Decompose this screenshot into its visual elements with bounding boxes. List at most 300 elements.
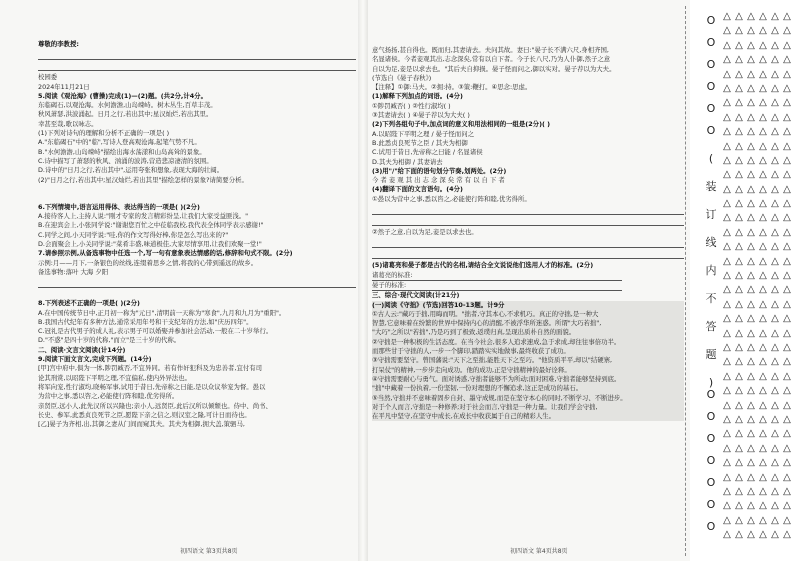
triangle-mark: △ bbox=[747, 54, 755, 66]
triangle-mark: △ bbox=[735, 126, 743, 138]
triangle-mark: △ bbox=[723, 11, 731, 22]
triangle-mark: △ bbox=[771, 126, 779, 138]
blank-space bbox=[38, 185, 356, 194]
binding-instruction-text bbox=[703, 150, 719, 402]
triangle-mark: △ bbox=[783, 327, 791, 339]
question-heading: (1)解释下列加点的词语。(4分) bbox=[372, 92, 463, 101]
triangle-mark: △ bbox=[747, 485, 755, 497]
triangle-mark: △ bbox=[735, 270, 743, 282]
triangle-mark: △ bbox=[747, 82, 755, 94]
question-heading: 7.请参照示例,从备选事物中任选一个,写一句有意象表达情感的话,修辞和句式不限。(2分) bbox=[38, 249, 293, 258]
triangle-mark: △ bbox=[783, 25, 791, 37]
text-line: ①愚以为营中之事,悉以咨之,必能使行阵和睦,优劣得所。 bbox=[372, 194, 531, 203]
triangle-mark: △ bbox=[735, 413, 743, 425]
triangle-mark: △ bbox=[771, 198, 779, 210]
triangle-mark: △ bbox=[771, 284, 779, 296]
triangle-mark: △ bbox=[759, 183, 767, 195]
triangle-mark: △ bbox=[771, 54, 779, 66]
triangle-mark: △ bbox=[735, 385, 743, 397]
binding-circle-mark: O bbox=[706, 520, 716, 533]
triangle-mark: △ bbox=[759, 298, 767, 310]
text-line: C.同学之间,小天同学说:"哇,你的作文写得好棒,你是怎么写出来的?" bbox=[38, 230, 229, 239]
text-line: B.此悉贞良死节之臣 / 其夫为相御 bbox=[372, 138, 468, 147]
answer-line bbox=[38, 51, 356, 60]
text-line: 秋风萧瑟,洪波涌起。日月之行,若出其中;星汉灿烂,若出其里。 bbox=[38, 110, 213, 119]
triangle-mark: △ bbox=[723, 529, 731, 541]
triangle-mark: △ bbox=[759, 313, 767, 325]
text-line: 长史、参军,此悉贞良死节之臣,愿陛下亲之信之,则汉室之隆,可计日而待也。 bbox=[38, 410, 251, 419]
text-line: 诸葛亮的标准: bbox=[372, 271, 622, 281]
text-line: 东临碣石,以观沧海。水何澹澹,山岛竦峙。树木丛生,百草丰茂。 bbox=[38, 101, 217, 110]
triangle-mark: △ bbox=[735, 97, 743, 109]
triangle-mark: △ bbox=[747, 154, 755, 166]
text-line: (1)下列对诗句的理解和分析不正确的一项是( ) bbox=[38, 129, 170, 138]
binding-circle-mark: O bbox=[706, 432, 716, 445]
question-heading: 尊敬的李教授: bbox=[38, 40, 79, 48]
triangle-mark: △ bbox=[771, 442, 779, 454]
triangle-mark: △ bbox=[747, 126, 755, 138]
text-line: A.在中国传统节日中,正月初一称为"元日",清明前一天称为"寒食",九月和九月为"重阳"。 bbox=[38, 308, 286, 317]
triangle-mark: △ bbox=[783, 241, 791, 253]
text-line: B.我国古代纪年有多种方法,通常采用年号和干支纪年的方法,如"庆历四年"。 bbox=[38, 317, 253, 326]
triangle-mark: △ bbox=[723, 327, 731, 339]
triangle-mark: △ bbox=[723, 413, 731, 425]
question-heading: 9.阅读下面文言文,完成下列题。(14分) bbox=[38, 355, 152, 364]
question-heading: 5.阅读《观沧海》(曹操)完成(1)—(2)题。(共2分,计4分。 bbox=[38, 91, 207, 100]
text-line: 打呆仗"的精神,一步步走向成功。他的成功,正是守拙精神的最好诠释。 bbox=[372, 366, 684, 375]
triangle-mark: △ bbox=[771, 428, 779, 440]
triangle-mark: △ bbox=[759, 111, 767, 123]
triangle-mark: △ bbox=[783, 126, 791, 138]
triangle-mark: △ bbox=[747, 284, 755, 296]
triangle-mark: △ bbox=[759, 471, 767, 483]
triangle-mark: △ bbox=[771, 485, 779, 497]
binding-triangle-column bbox=[782, 10, 792, 542]
text-line: 示例:月——月下,一条银色的丝线,连缀着思乡之情,将我的心带到遥远的故乡。 bbox=[38, 258, 258, 267]
answer-line bbox=[372, 239, 684, 248]
text-line: 在平凡中坚守,在坚守中成长,在成长中收获属于自己的精彩人生。 bbox=[372, 412, 684, 421]
triangle-mark: △ bbox=[723, 514, 731, 526]
triangle-mark: △ bbox=[783, 529, 791, 541]
triangle-mark: △ bbox=[747, 529, 755, 541]
triangle-mark: △ bbox=[783, 341, 791, 353]
triangle-mark: △ bbox=[771, 212, 779, 224]
triangle-mark: △ bbox=[783, 198, 791, 210]
text-line: 为营中之事,悉以咨之,必能使行阵和睦,优劣得所。 bbox=[38, 392, 179, 401]
binding-triangle-column bbox=[722, 10, 732, 542]
text-line: 论其刑赏,以昭陛下平明之理,不宜偏私,使内外异法也。 bbox=[38, 373, 192, 382]
triangle-mark: △ bbox=[783, 298, 791, 310]
triangle-mark: △ bbox=[771, 529, 779, 541]
left-exam-page bbox=[38, 40, 356, 550]
triangle-mark: △ bbox=[759, 370, 767, 382]
text-line: A.接待客人上,主持人说:"刚才专家的发言精彩纷呈,让我们大家受益匪浅。" bbox=[38, 212, 249, 221]
triangle-mark: △ bbox=[735, 255, 743, 267]
triangle-mark: △ bbox=[747, 514, 755, 526]
answer-line bbox=[372, 250, 684, 259]
answer-line bbox=[372, 206, 684, 215]
triangle-mark: △ bbox=[783, 485, 791, 497]
text-line: 晏子的标准: bbox=[372, 281, 622, 291]
paper-fold-crease bbox=[358, 0, 368, 561]
question-heading: (4)翻译下面的文言语句。(4分) bbox=[372, 185, 463, 194]
text-line: [乙]晏子为齐相,出,其御之妻从门间而窥其夫。其夫为相御,拥大盖,策驷马, bbox=[38, 420, 245, 429]
text-line: ⑤当然,守拙并不意味着固步自封、墨守成规,而是在坚守本心的同时,不断学习、不断进步。 bbox=[372, 394, 684, 403]
triangle-mark: △ bbox=[735, 313, 743, 325]
triangle-mark: △ bbox=[735, 529, 743, 541]
triangle-mark: △ bbox=[759, 39, 767, 51]
binding-triangle-column bbox=[746, 10, 756, 542]
triangle-mark: △ bbox=[759, 284, 767, 296]
triangle-mark: △ bbox=[723, 284, 731, 296]
triangle-mark: △ bbox=[759, 54, 767, 66]
triangle-mark: △ bbox=[771, 140, 779, 152]
triangle-mark: △ bbox=[735, 82, 743, 94]
question-heading: 三、综合·现代文阅读(计21分) bbox=[372, 291, 460, 300]
triangle-mark: △ bbox=[723, 255, 731, 267]
triangle-mark: △ bbox=[759, 529, 767, 541]
text-line: C.冠礼是古代男子的成人礼,表示男子可以婚娶并参加社会活动,一般在二十岁举行。 bbox=[38, 327, 273, 336]
triangle-mark: △ bbox=[771, 68, 779, 80]
triangle-mark: △ bbox=[735, 370, 743, 382]
triangle-mark: △ bbox=[759, 385, 767, 397]
triangle-mark: △ bbox=[759, 255, 767, 267]
triangle-mark: △ bbox=[735, 471, 743, 483]
binding-instruction-char: 答 bbox=[705, 320, 717, 333]
blank-space bbox=[38, 290, 356, 299]
triangle-mark: △ bbox=[771, 97, 779, 109]
question-heading: 二、阅读·文言文阅读(计14分) bbox=[38, 345, 126, 354]
binding-circle-mark: O bbox=[706, 124, 716, 137]
binding-triangle-column bbox=[734, 10, 744, 542]
triangle-mark: △ bbox=[723, 198, 731, 210]
triangle-mark: △ bbox=[783, 471, 791, 483]
left-page-footer: 初四语文 第3页共8页 bbox=[180, 548, 238, 555]
triangle-mark: △ bbox=[723, 313, 731, 325]
text-line: 亲贤臣,远小人,此先汉所以兴隆也;亲小人,远贤臣,此后汉所以倾颓也。侍中、尚书、 bbox=[38, 401, 272, 410]
triangle-mark: △ bbox=[735, 68, 743, 80]
triangle-mark: △ bbox=[759, 270, 767, 282]
text-line: ④守拙需要耐心与勇气。面对诱惑,守拙者能够不为所动;面对困难,守拙者能够坚持到底。 bbox=[372, 375, 684, 384]
text-line: (节选自《晏子春秋》) bbox=[372, 73, 432, 82]
binding-instruction-char: 线 bbox=[705, 236, 717, 249]
triangle-mark: △ bbox=[735, 198, 743, 210]
text-line: D.其夫为相御 / 其妻请去 bbox=[372, 157, 443, 166]
text-line: 将军向宠,性行淑均,晓畅军事,试用于昔日,先帝称之曰能,是以众议举宠为督。愚以 bbox=[38, 382, 266, 391]
triangle-mark: △ bbox=[783, 226, 791, 238]
binding-circle-mark: O bbox=[706, 36, 716, 49]
text-line: D.诗中的"日月之行,若出其中",运用夸张和想象,表现大海的壮阔。 bbox=[38, 166, 224, 175]
triangle-mark: △ bbox=[747, 385, 755, 397]
text-line: C.试用于昔日,先帝称之曰能 / 名显诸侯 bbox=[372, 148, 483, 157]
triangle-mark: △ bbox=[759, 126, 767, 138]
question-heading: 8.下列表述不正确的一项是( )(2分) bbox=[38, 299, 140, 308]
text-line: 而那些甘于守拙的人,一步一个脚印,踏踏实实地做事,最终收获了成功。 bbox=[372, 347, 684, 356]
triangle-mark: △ bbox=[747, 270, 755, 282]
triangle-mark: △ bbox=[771, 270, 779, 282]
text-line: B."水何澹澹,山岛竦峙"描绘出海水荡漾和山岛高耸的景象。 bbox=[38, 147, 206, 156]
triangle-mark: △ bbox=[759, 356, 767, 368]
triangle-mark: △ bbox=[771, 385, 779, 397]
text-line: 幸甚至哉,歌以咏志。 bbox=[38, 119, 98, 128]
binding-circle-mark: O bbox=[706, 58, 716, 71]
triangle-mark: △ bbox=[747, 68, 755, 80]
triangle-mark: △ bbox=[759, 457, 767, 469]
triangle-mark: △ bbox=[735, 284, 743, 296]
binding-circle-mark: O bbox=[706, 14, 716, 27]
triangle-mark: △ bbox=[723, 140, 731, 152]
triangle-mark: △ bbox=[759, 241, 767, 253]
triangle-mark: △ bbox=[723, 97, 731, 109]
text-line: 今 者 妾 观 其 出 志 念 深 矣 常 有 以 自 下 者 bbox=[372, 176, 505, 185]
triangle-mark: △ bbox=[771, 370, 779, 382]
triangle-mark: △ bbox=[723, 457, 731, 469]
triangle-mark: △ bbox=[771, 154, 779, 166]
triangle-mark: △ bbox=[747, 428, 755, 440]
triangle-mark: △ bbox=[723, 212, 731, 224]
binding-circle-mark: O bbox=[706, 388, 716, 401]
triangle-mark: △ bbox=[735, 11, 743, 22]
triangle-mark: △ bbox=[771, 39, 779, 51]
text-line: ②然子之意,自以为足,妾是以求去也。 bbox=[372, 228, 478, 237]
text-line: 校园委 bbox=[38, 73, 58, 82]
triangle-mark: △ bbox=[771, 226, 779, 238]
triangle-mark: △ bbox=[783, 385, 791, 397]
triangle-mark: △ bbox=[735, 226, 743, 238]
text-line: ①古人云:"藏巧于拙,用晦而明。"拙者,守其本心,不求机巧。真正的守拙,是一种大 bbox=[372, 310, 684, 319]
triangle-mark: △ bbox=[723, 298, 731, 310]
text-line: A."东临碣石"中的"临",写诗人登高观沧海,起笔气势不凡。 bbox=[38, 138, 201, 147]
triangle-mark: △ bbox=[783, 284, 791, 296]
triangle-mark: △ bbox=[747, 327, 755, 339]
binding-instruction-char: 装 bbox=[705, 180, 717, 193]
binding-circle-mark: O bbox=[706, 410, 716, 423]
triangle-mark: △ bbox=[771, 327, 779, 339]
triangle-mark: △ bbox=[723, 471, 731, 483]
answer-line bbox=[38, 279, 356, 288]
triangle-mark: △ bbox=[723, 428, 731, 440]
right-exam-page bbox=[372, 46, 684, 556]
triangle-mark: △ bbox=[759, 485, 767, 497]
triangle-mark: △ bbox=[735, 154, 743, 166]
triangle-mark: △ bbox=[735, 341, 743, 353]
triangle-mark: △ bbox=[759, 226, 767, 238]
text-line: 自以为足,妾是以求去也。"其后夫自抑损。晏子怪而问之,御以实对。晏子荐以为大夫。 bbox=[372, 64, 616, 73]
triangle-mark: △ bbox=[735, 298, 743, 310]
triangle-mark: △ bbox=[723, 169, 731, 181]
triangle-mark: △ bbox=[783, 399, 791, 411]
triangle-mark: △ bbox=[759, 442, 767, 454]
triangle-mark: △ bbox=[771, 169, 779, 181]
binding-circle-mark: O bbox=[706, 454, 716, 467]
triangle-mark: △ bbox=[747, 457, 755, 469]
binding-instruction-char: 不 bbox=[705, 292, 717, 305]
triangle-mark: △ bbox=[783, 97, 791, 109]
triangle-mark: △ bbox=[759, 514, 767, 526]
binding-instruction-char: 订 bbox=[705, 208, 717, 221]
triangle-mark: △ bbox=[759, 327, 767, 339]
triangle-mark: △ bbox=[735, 140, 743, 152]
triangle-mark: △ bbox=[783, 54, 791, 66]
triangle-mark: △ bbox=[759, 413, 767, 425]
text-line: ②守拙是一种积极的生活态度。在当今社会,很多人追求速成,急于求成,却往往事倍功半。 bbox=[372, 338, 684, 347]
triangle-mark: △ bbox=[747, 11, 755, 22]
triangle-mark: △ bbox=[783, 140, 791, 152]
binding-circle-mark: O bbox=[706, 80, 716, 93]
triangle-mark: △ bbox=[759, 97, 767, 109]
binding-circle-mark: O bbox=[706, 476, 716, 489]
triangle-mark: △ bbox=[747, 356, 755, 368]
blank-space bbox=[38, 194, 356, 203]
triangle-mark: △ bbox=[783, 356, 791, 368]
triangle-mark: △ bbox=[783, 428, 791, 440]
binding-instruction-char: ( bbox=[708, 152, 714, 165]
triangle-mark: △ bbox=[735, 111, 743, 123]
text-line: ③守拙需要坚守。曾国藩说:"天下之至拙,能胜天下之至巧。"他资质平平,却以"结硬寨, bbox=[372, 356, 684, 365]
triangle-mark: △ bbox=[735, 514, 743, 526]
binding-triangle-column bbox=[770, 10, 780, 542]
triangle-mark: △ bbox=[735, 485, 743, 497]
triangle-mark: △ bbox=[783, 11, 791, 22]
triangle-mark: △ bbox=[783, 169, 791, 181]
binding-circle-mark: O bbox=[706, 102, 716, 115]
triangle-mark: △ bbox=[783, 270, 791, 282]
question-heading: (5)诸葛亮和晏子都是古代的名相,请结合全文说说他们选用人才的标准。(2分) bbox=[372, 261, 594, 270]
binding-circle-mark: O bbox=[706, 498, 716, 511]
triangle-mark: △ bbox=[759, 169, 767, 181]
triangle-mark: △ bbox=[783, 68, 791, 80]
binding-instruction-char: 内 bbox=[705, 264, 717, 277]
triangle-mark: △ bbox=[723, 25, 731, 37]
triangle-mark: △ bbox=[723, 270, 731, 282]
triangle-mark: △ bbox=[771, 356, 779, 368]
triangle-mark: △ bbox=[723, 126, 731, 138]
triangle-mark: △ bbox=[723, 485, 731, 497]
triangle-mark: △ bbox=[771, 514, 779, 526]
triangle-mark: △ bbox=[747, 140, 755, 152]
triangle-mark: △ bbox=[759, 68, 767, 80]
text-line: C.诗中描写了萧瑟的秋风、汹涌的波涛,营造悲凉凄清的氛围。 bbox=[38, 156, 213, 165]
triangle-mark: △ bbox=[747, 183, 755, 195]
triangle-mark: △ bbox=[723, 341, 731, 353]
triangle-mark: △ bbox=[771, 183, 779, 195]
triangle-mark: △ bbox=[747, 313, 755, 325]
triangle-mark: △ bbox=[747, 39, 755, 51]
triangle-mark: △ bbox=[759, 11, 767, 22]
triangle-mark: △ bbox=[735, 457, 743, 469]
triangle-mark: △ bbox=[783, 154, 791, 166]
triangle-mark: △ bbox=[759, 154, 767, 166]
triangle-mark: △ bbox=[783, 313, 791, 325]
triangle-mark: △ bbox=[771, 111, 779, 123]
text-line: B.在迎宾会上,小张同学说:"谢谢您百忙之中莅临我校,我代表全体同学表示感谢!" bbox=[38, 221, 264, 230]
answer-line bbox=[38, 62, 356, 71]
triangle-mark: △ bbox=[747, 241, 755, 253]
triangle-mark: △ bbox=[747, 370, 755, 382]
triangle-mark: △ bbox=[723, 356, 731, 368]
triangle-mark: △ bbox=[735, 327, 743, 339]
triangle-mark: △ bbox=[723, 183, 731, 195]
binding-instruction-char: ) bbox=[708, 376, 714, 389]
triangle-mark: △ bbox=[747, 341, 755, 353]
triangle-mark: △ bbox=[723, 154, 731, 166]
text-line: ③其妻请去( ) ④晏子荐以为大夫( ) bbox=[372, 111, 470, 120]
triangle-mark: △ bbox=[759, 428, 767, 440]
triangle-mark: △ bbox=[759, 399, 767, 411]
triangle-mark: △ bbox=[735, 212, 743, 224]
triangle-mark: △ bbox=[783, 82, 791, 94]
triangle-mark: △ bbox=[723, 54, 731, 66]
triangle-mark: △ bbox=[735, 25, 743, 37]
triangle-mark: △ bbox=[771, 298, 779, 310]
triangle-mark: △ bbox=[771, 341, 779, 353]
triangle-mark: △ bbox=[735, 356, 743, 368]
triangle-mark: △ bbox=[771, 399, 779, 411]
triangle-mark: △ bbox=[735, 183, 743, 195]
triangle-mark: △ bbox=[771, 255, 779, 267]
text-line: (2)"日月之行,若出其中;星汉灿烂,若出其里"描绘怎样的景象?请简要分析。 bbox=[38, 175, 248, 184]
question-heading: (3)用"/"给下面的语句划分节奏,划两处。(2分) bbox=[372, 166, 507, 175]
text-line: 名显诸侯。今者妾观其出,志念深矣,常有以自下者。今子长八尺,乃为人仆御,然子之意 bbox=[372, 55, 611, 64]
triangle-mark: △ bbox=[747, 198, 755, 210]
text-line: "拙"中藏着一份执着,一份坚韧,一份对理想的不懈追求,这正是成功的基石。 bbox=[372, 384, 684, 393]
triangle-mark: △ bbox=[783, 111, 791, 123]
triangle-mark: △ bbox=[723, 82, 731, 94]
triangle-mark: △ bbox=[771, 471, 779, 483]
triangle-mark: △ bbox=[759, 500, 767, 512]
question-heading: (一)阅读《守拙》(节选)回答10-13题。计9分 bbox=[372, 301, 684, 310]
text-line: 备选事物:落叶 大海 夕阳 bbox=[38, 267, 109, 276]
triangle-mark: △ bbox=[747, 25, 755, 37]
text-line: "大巧"之所以"若拙",乃是巧到了极致,返璞归真,呈现出质朴自然的面貌。 bbox=[372, 328, 684, 337]
triangle-mark: △ bbox=[723, 39, 731, 51]
text-line: 对于个人而言,守拙是一种修养;对于社会而言,守拙是一种力量。让我们学会守拙, bbox=[372, 403, 684, 412]
triangle-mark: △ bbox=[747, 255, 755, 267]
triangle-mark: △ bbox=[783, 39, 791, 51]
triangle-mark: △ bbox=[759, 341, 767, 353]
triangle-mark: △ bbox=[759, 82, 767, 94]
triangle-mark: △ bbox=[723, 68, 731, 80]
triangle-mark: △ bbox=[723, 399, 731, 411]
triangle-mark: △ bbox=[735, 442, 743, 454]
triangle-mark: △ bbox=[723, 226, 731, 238]
triangle-mark: △ bbox=[747, 97, 755, 109]
triangle-mark: △ bbox=[771, 11, 779, 22]
triangle-mark: △ bbox=[723, 111, 731, 123]
text-line: 智慧,它意味着在纷繁的世界中保持内心的清醒,不被浮华所迷惑。所谓"大巧若拙", bbox=[372, 319, 684, 328]
triangle-mark: △ bbox=[735, 39, 743, 51]
triangle-mark: △ bbox=[771, 500, 779, 512]
triangle-mark: △ bbox=[747, 399, 755, 411]
triangle-mark: △ bbox=[735, 169, 743, 181]
triangle-mark: △ bbox=[771, 313, 779, 325]
binding-instruction-char: 题 bbox=[705, 348, 717, 361]
triangle-mark: △ bbox=[771, 413, 779, 425]
triangle-mark: △ bbox=[759, 212, 767, 224]
text-line: A.以昭陛下平明之理 / 晏子怪而问之 bbox=[372, 129, 474, 138]
triangle-mark: △ bbox=[747, 226, 755, 238]
triangle-mark: △ bbox=[771, 241, 779, 253]
triangle-mark: △ bbox=[735, 241, 743, 253]
triangle-mark: △ bbox=[747, 413, 755, 425]
triangle-mark: △ bbox=[747, 471, 755, 483]
binding-dashed-line bbox=[685, 6, 686, 556]
triangle-mark: △ bbox=[771, 25, 779, 37]
triangle-mark: △ bbox=[747, 298, 755, 310]
triangle-mark: △ bbox=[759, 25, 767, 37]
triangle-mark: △ bbox=[783, 413, 791, 425]
triangle-mark: △ bbox=[747, 442, 755, 454]
